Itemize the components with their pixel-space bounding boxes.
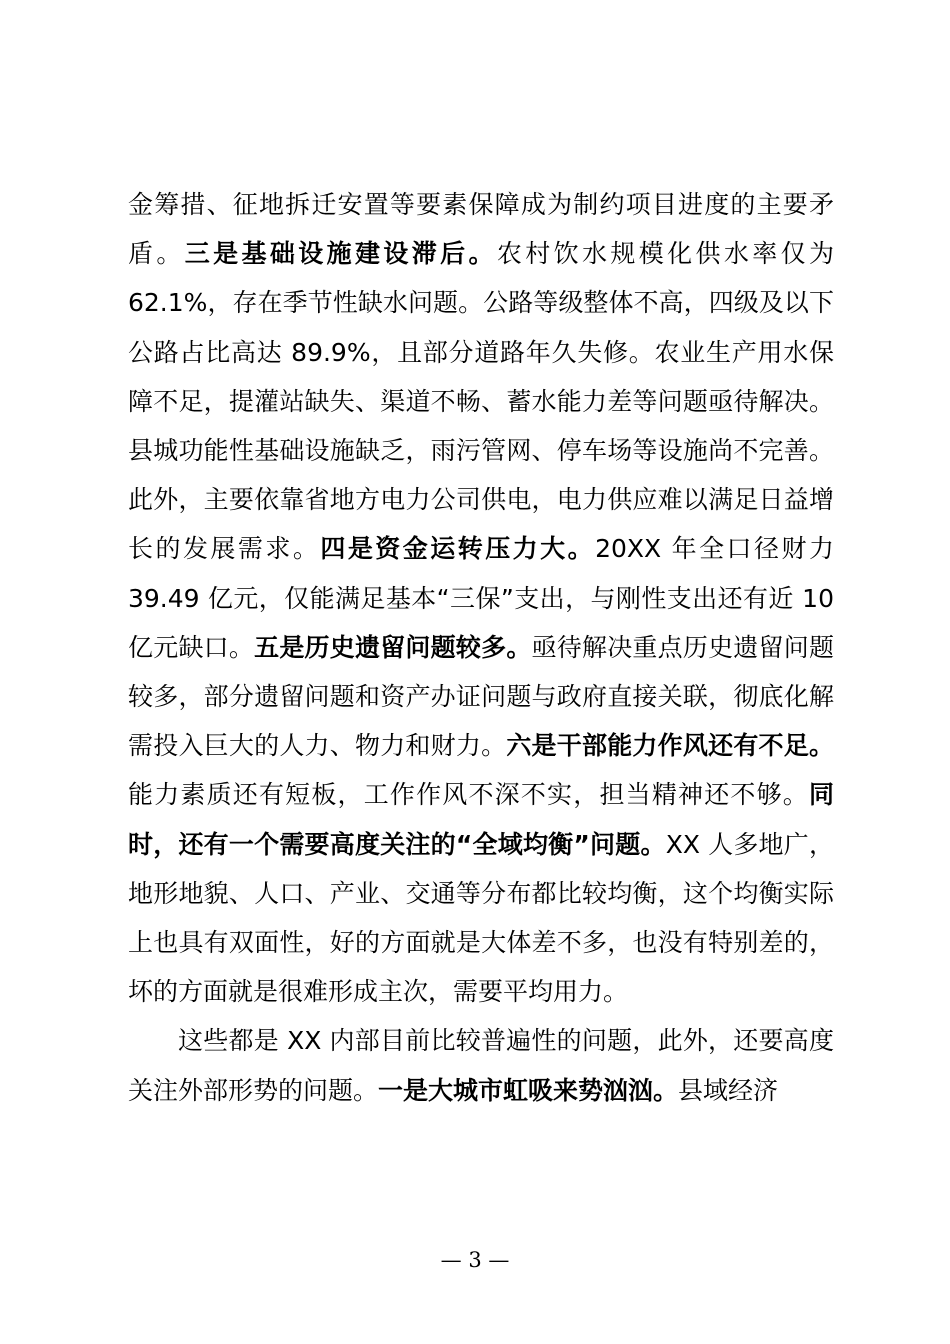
text-segment: 农村饮水规模化供水率仅为62.1%，存在季节性缺水问题。公路等级整体不高，四级及以下公路占比高达 89.9%，且部分道路年久失修。农业生产用水保障不足，提灌站缺失、渠道不畅、蓄水能力差等问题亟待解决。县城功能性基础设施缺乏，雨污管网、停车场等设施尚不完善。此外，主要依靠省地方电力公司供电，电力供应难以满足日益增长的发展需求。 bbox=[128, 239, 834, 564]
text-segment: XX 人多地广，地形地貌、人口、产业、交通等分布都比较均衡，这个均衡实际上也具有双面性，好的方面就是大体差不多，也没有特别差的，坏的方面就是很难形成主次，需要平均用力。 bbox=[128, 829, 835, 1007]
text-segment: 能力素质还有短板，工作作风不深不实，担当精神还不够。 bbox=[128, 780, 809, 810]
text-segment: 20XX 年全口径财力 39.49 亿元，仅能满足基本“三保”支出，与刚性支出还有近 10 亿元缺口。 bbox=[128, 534, 834, 662]
bold-heading: 一是大城市虹吸来势汹汹。 bbox=[378, 1075, 679, 1105]
bold-heading: 六是干部能力作风还有不足。 bbox=[506, 731, 834, 761]
text-segment: 金筹措、征地拆迁安置等要素保障成为制约项目进度的主要矛盾。 bbox=[128, 190, 834, 269]
paragraph-2 bbox=[128, 1016, 834, 1114]
paragraph-1 bbox=[128, 180, 834, 1016]
text-segment: 县域经济 bbox=[678, 1075, 779, 1105]
bold-heading: 四是资金运转压力大。 bbox=[320, 534, 596, 564]
document-body bbox=[128, 180, 834, 1115]
page-number: — 3 — bbox=[440, 1248, 510, 1272]
bold-heading: 三是基础设施建设滞后。 bbox=[184, 239, 497, 269]
text-segment: 这些都是 XX 内部目前比较普遍性的问题，此外，还要高度关注外部形势的问题。 bbox=[128, 1026, 834, 1105]
bold-heading: 同时，还有一个需要高度关注的“全域均衡”问题。 bbox=[128, 780, 834, 859]
text-segment: 亟待解决重点历史遗留问题较多，部分遗留问题和资产办证问题与政府直接关联，彻底化解需投入巨大的人力、物力和财力。 bbox=[128, 632, 834, 761]
bold-heading: 五是历史遗留问题较多。 bbox=[254, 632, 532, 662]
